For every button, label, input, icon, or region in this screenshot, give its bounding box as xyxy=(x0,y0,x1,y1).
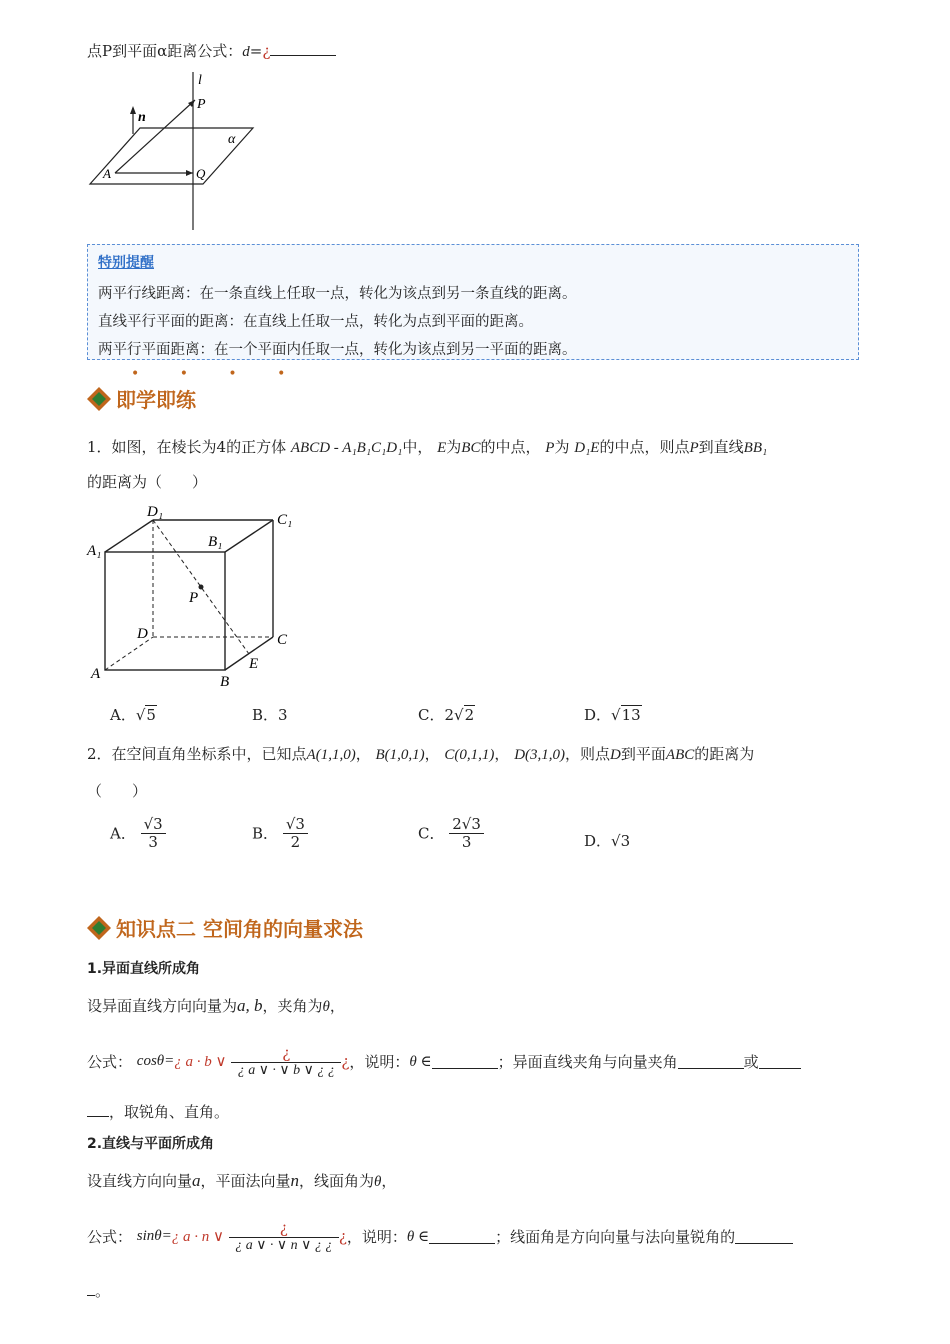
section2-heading-text: 知识点二 空间角的向量求法 xyxy=(116,917,363,941)
s2-remark-b: ；线面角是方向向量与法向量锐角的 xyxy=(495,1227,736,1246)
q2-opt-a-den: 3 xyxy=(148,832,158,851)
s2-line1-b: ，平面法向量 xyxy=(200,1172,291,1190)
s2-line3 xyxy=(87,1280,110,1301)
q1-BB1: BB₁ xyxy=(743,440,768,456)
s1-line1-b: ，夹角为 xyxy=(262,997,323,1015)
q1-option-d[interactable]: D．√13 xyxy=(584,706,641,724)
q1-cube: ABCD - A₁B₁C₁D₁ xyxy=(290,440,403,456)
cube-D: D xyxy=(137,626,148,642)
label-Q: Q xyxy=(196,166,206,181)
s2-line1-d: ， xyxy=(381,1172,397,1190)
question-1 xyxy=(87,436,767,457)
s1-vectors: a, b xyxy=(237,996,263,1015)
s1-line3 xyxy=(87,1101,229,1122)
q1-text-c: 的正方体 xyxy=(226,438,287,456)
cube-C1: C₁ xyxy=(277,512,293,528)
label-l: l xyxy=(198,73,202,88)
cube-A: A xyxy=(91,666,101,682)
q1-text-e: 为 xyxy=(446,438,462,456)
q2-A: A(1,1,0) xyxy=(306,747,356,763)
cube-C: C xyxy=(277,632,288,648)
q2-option-c[interactable] xyxy=(418,816,484,850)
q2-opt-b-den: 2 xyxy=(290,832,301,851)
q1-line2: 的距离为（ ） xyxy=(87,473,208,491)
formula-glyph: ¿ xyxy=(262,42,271,60)
s2-tail: 。 xyxy=(95,1282,111,1300)
s1-frac-den: ¿ a ∨ · ∨ b ∨ ¿ ¿ xyxy=(237,1062,335,1078)
q2-C: C(0,1,1) xyxy=(444,747,495,763)
s1-line1-c: ， xyxy=(329,997,345,1015)
s1-remark-a: ，说明： xyxy=(349,1052,410,1071)
q2-opt-a-label: A． xyxy=(110,824,136,843)
s1-blank-3 xyxy=(759,1054,801,1069)
q1-option-b[interactable] xyxy=(252,704,288,725)
q2-opt-b-label: B． xyxy=(252,824,279,843)
s2-formula-label: 公式： xyxy=(87,1227,133,1246)
diamond-icon xyxy=(90,919,110,939)
q1-opt-b-value: 3 xyxy=(278,706,288,724)
s1-formula-label: 公式： xyxy=(87,1052,133,1071)
q1-text-d: 中， xyxy=(402,438,433,456)
q1-D1E: D₁E xyxy=(574,440,600,456)
cube-figure xyxy=(85,500,305,692)
s1-after: ¿ xyxy=(341,1052,350,1071)
s1-formula-num: ¿ a · b ∨ xyxy=(174,1053,227,1070)
s2-line1-a: 设直线方向向量 xyxy=(87,1172,193,1190)
s2-remark-theta: θ ∈ xyxy=(406,1228,430,1245)
s2-blank-2 xyxy=(735,1229,793,1244)
q1-option-a[interactable]: A．√5 xyxy=(110,706,156,724)
s1-remark-c: 或 xyxy=(743,1052,759,1071)
q2-text-d: 的距离为 xyxy=(694,745,755,763)
s2-remark-a: ，说明： xyxy=(346,1227,407,1246)
s1-frac-top: ¿ xyxy=(231,1045,341,1063)
s1-formula-line xyxy=(87,1045,801,1078)
s1-blank-2 xyxy=(678,1054,744,1069)
s2-frac-den: ¿ a ∨ · ∨ n ∨ ¿ ¿ xyxy=(235,1237,333,1253)
q1-BC: BC xyxy=(461,440,481,456)
section2-heading xyxy=(90,913,363,942)
q2-opt-c-den: 3 xyxy=(461,832,472,851)
tip-line-1: 两平行线距离：在一条直线上任取一点，转化为该点到另一条直线的距离。 xyxy=(98,286,577,302)
q1-opt-c-label: C． xyxy=(418,706,445,724)
s2-formula-line xyxy=(87,1220,793,1253)
practice-heading xyxy=(90,384,196,413)
q2-opt-c-num: 2√3 xyxy=(449,816,484,834)
s1-remark-d: ，取锐角、直角。 xyxy=(109,1103,230,1121)
s2-heading: 2.直线与平面所成角 xyxy=(87,1136,215,1152)
s2-after: ¿ xyxy=(338,1227,347,1246)
q2-opt-b-num: √3 xyxy=(283,816,308,834)
s2-vec-a: a xyxy=(192,1171,201,1190)
s1-remark-b: ；异面直线夹角与向量夹角 xyxy=(497,1052,678,1071)
s2-line1-c: ，线面角为 xyxy=(299,1172,375,1190)
q1-text-i: 到直线 xyxy=(698,438,744,456)
answer-blank xyxy=(270,41,336,56)
q2-option-a[interactable] xyxy=(110,816,166,850)
q2-ABC: ABC xyxy=(665,747,695,763)
q1-P: P xyxy=(545,440,555,456)
distance-formula-line xyxy=(87,40,336,61)
label-P: P xyxy=(197,97,206,112)
tip-line-2: 直线平行平面的距离：在直线上任取一点，转化为点到平面的距离。 xyxy=(98,314,533,330)
s2-line1 xyxy=(87,1170,396,1191)
q1-text-b: 4 xyxy=(216,438,227,456)
diamond-icon xyxy=(90,390,110,410)
tip-line-3: 两平行平面距离：在一个平面内任取一点，转化为该点到另一平面的距离。 xyxy=(98,342,577,358)
practice-heading-text: 即学即练 xyxy=(116,388,196,412)
q1-opt-b-label: B． xyxy=(252,706,279,724)
label-A: A xyxy=(103,166,111,181)
q1-opt-c-pre: 2 xyxy=(444,706,455,724)
q2-D: D(3,1,0) xyxy=(514,747,566,763)
cube-P: P xyxy=(189,590,199,606)
s1-theta: θ xyxy=(322,999,330,1015)
cube-D1: D₁ xyxy=(147,504,164,520)
s2-blank-3 xyxy=(87,1281,95,1296)
q1-option-c[interactable]: C．2√2 xyxy=(418,706,475,724)
q2-text-b: ，则点 xyxy=(565,745,611,763)
s1-line1 xyxy=(87,995,345,1016)
q2-opt-c-label: C． xyxy=(418,824,445,843)
special-reminder-box xyxy=(87,244,859,360)
q1-P2: P xyxy=(689,440,699,456)
q1-text-h: 的中点，则点 xyxy=(599,438,690,456)
q1-opt-a-label: A． xyxy=(110,706,136,724)
s2-frac-top: ¿ xyxy=(229,1220,339,1238)
tip-title: 特别提醒 xyxy=(98,255,154,271)
q1-opt-a-value: 5 xyxy=(146,706,156,724)
q2-opt-d-value: √3 xyxy=(611,832,631,850)
label-alpha: α xyxy=(228,132,236,147)
q2-opt-a-num: √3 xyxy=(141,816,166,834)
question-2: 2．在空间直角坐标系中，已知点A(1,1,0)， B(1,0,1)， C(0,1,1)， D(3,1,0)，则点D到平面ABC的距离为 xyxy=(87,745,755,763)
s1-line1-a: 设异面直线方向向量为 xyxy=(87,997,238,1015)
q1-text-f: 的中点， xyxy=(480,438,541,456)
formula-lhs: d xyxy=(242,44,250,60)
s2-theta: θ xyxy=(374,1174,382,1190)
q1-text-g: 为 xyxy=(554,438,570,456)
s1-heading: 1.异面直线所成角 xyxy=(87,961,201,977)
s1-blank-4 xyxy=(87,1102,109,1117)
label-n: n xyxy=(138,110,146,125)
q1-opt-d-label: D． xyxy=(584,706,612,724)
s1-formula-lhs: cosθ= xyxy=(136,1052,175,1069)
q2-text-a: 2．在空间直角坐标系中，已知点 xyxy=(87,745,307,763)
q2-text-c: 到平面 xyxy=(620,745,666,763)
plane-distance-diagram xyxy=(85,70,260,232)
s2-vec-n: n xyxy=(290,1171,300,1190)
q1-opt-d-value: 13 xyxy=(621,706,641,724)
q1-opt-c-value: 2 xyxy=(464,706,475,724)
s1-remark-theta: θ ∈ xyxy=(409,1053,432,1070)
q2-Dp: D xyxy=(610,747,621,763)
q2-option-d[interactable] xyxy=(584,830,630,851)
q1-text-a: 1．如图，在棱长为 xyxy=(87,438,217,456)
emphasis-dots: • • • • xyxy=(131,366,304,382)
q2-option-b[interactable] xyxy=(252,816,308,850)
formula-eq: = xyxy=(249,42,263,60)
s1-blank-1 xyxy=(432,1054,498,1069)
cube-A1: A₁ xyxy=(87,543,102,559)
q1-E: E xyxy=(437,440,447,456)
q2-B: B(1,0,1) xyxy=(375,747,425,763)
s2-blank-1 xyxy=(429,1229,495,1244)
formula-text: 点P到平面α距离公式： xyxy=(87,42,243,60)
cube-E: E xyxy=(249,656,259,672)
s2-formula-num: ¿ a · n ∨ xyxy=(171,1228,225,1245)
s2-formula-lhs: sinθ= xyxy=(136,1227,172,1244)
q2-opt-d-label: D． xyxy=(584,832,612,850)
q2-line2: （ ） xyxy=(87,782,148,800)
cube-B: B xyxy=(220,674,230,690)
cube-B1: B₁ xyxy=(208,534,223,550)
